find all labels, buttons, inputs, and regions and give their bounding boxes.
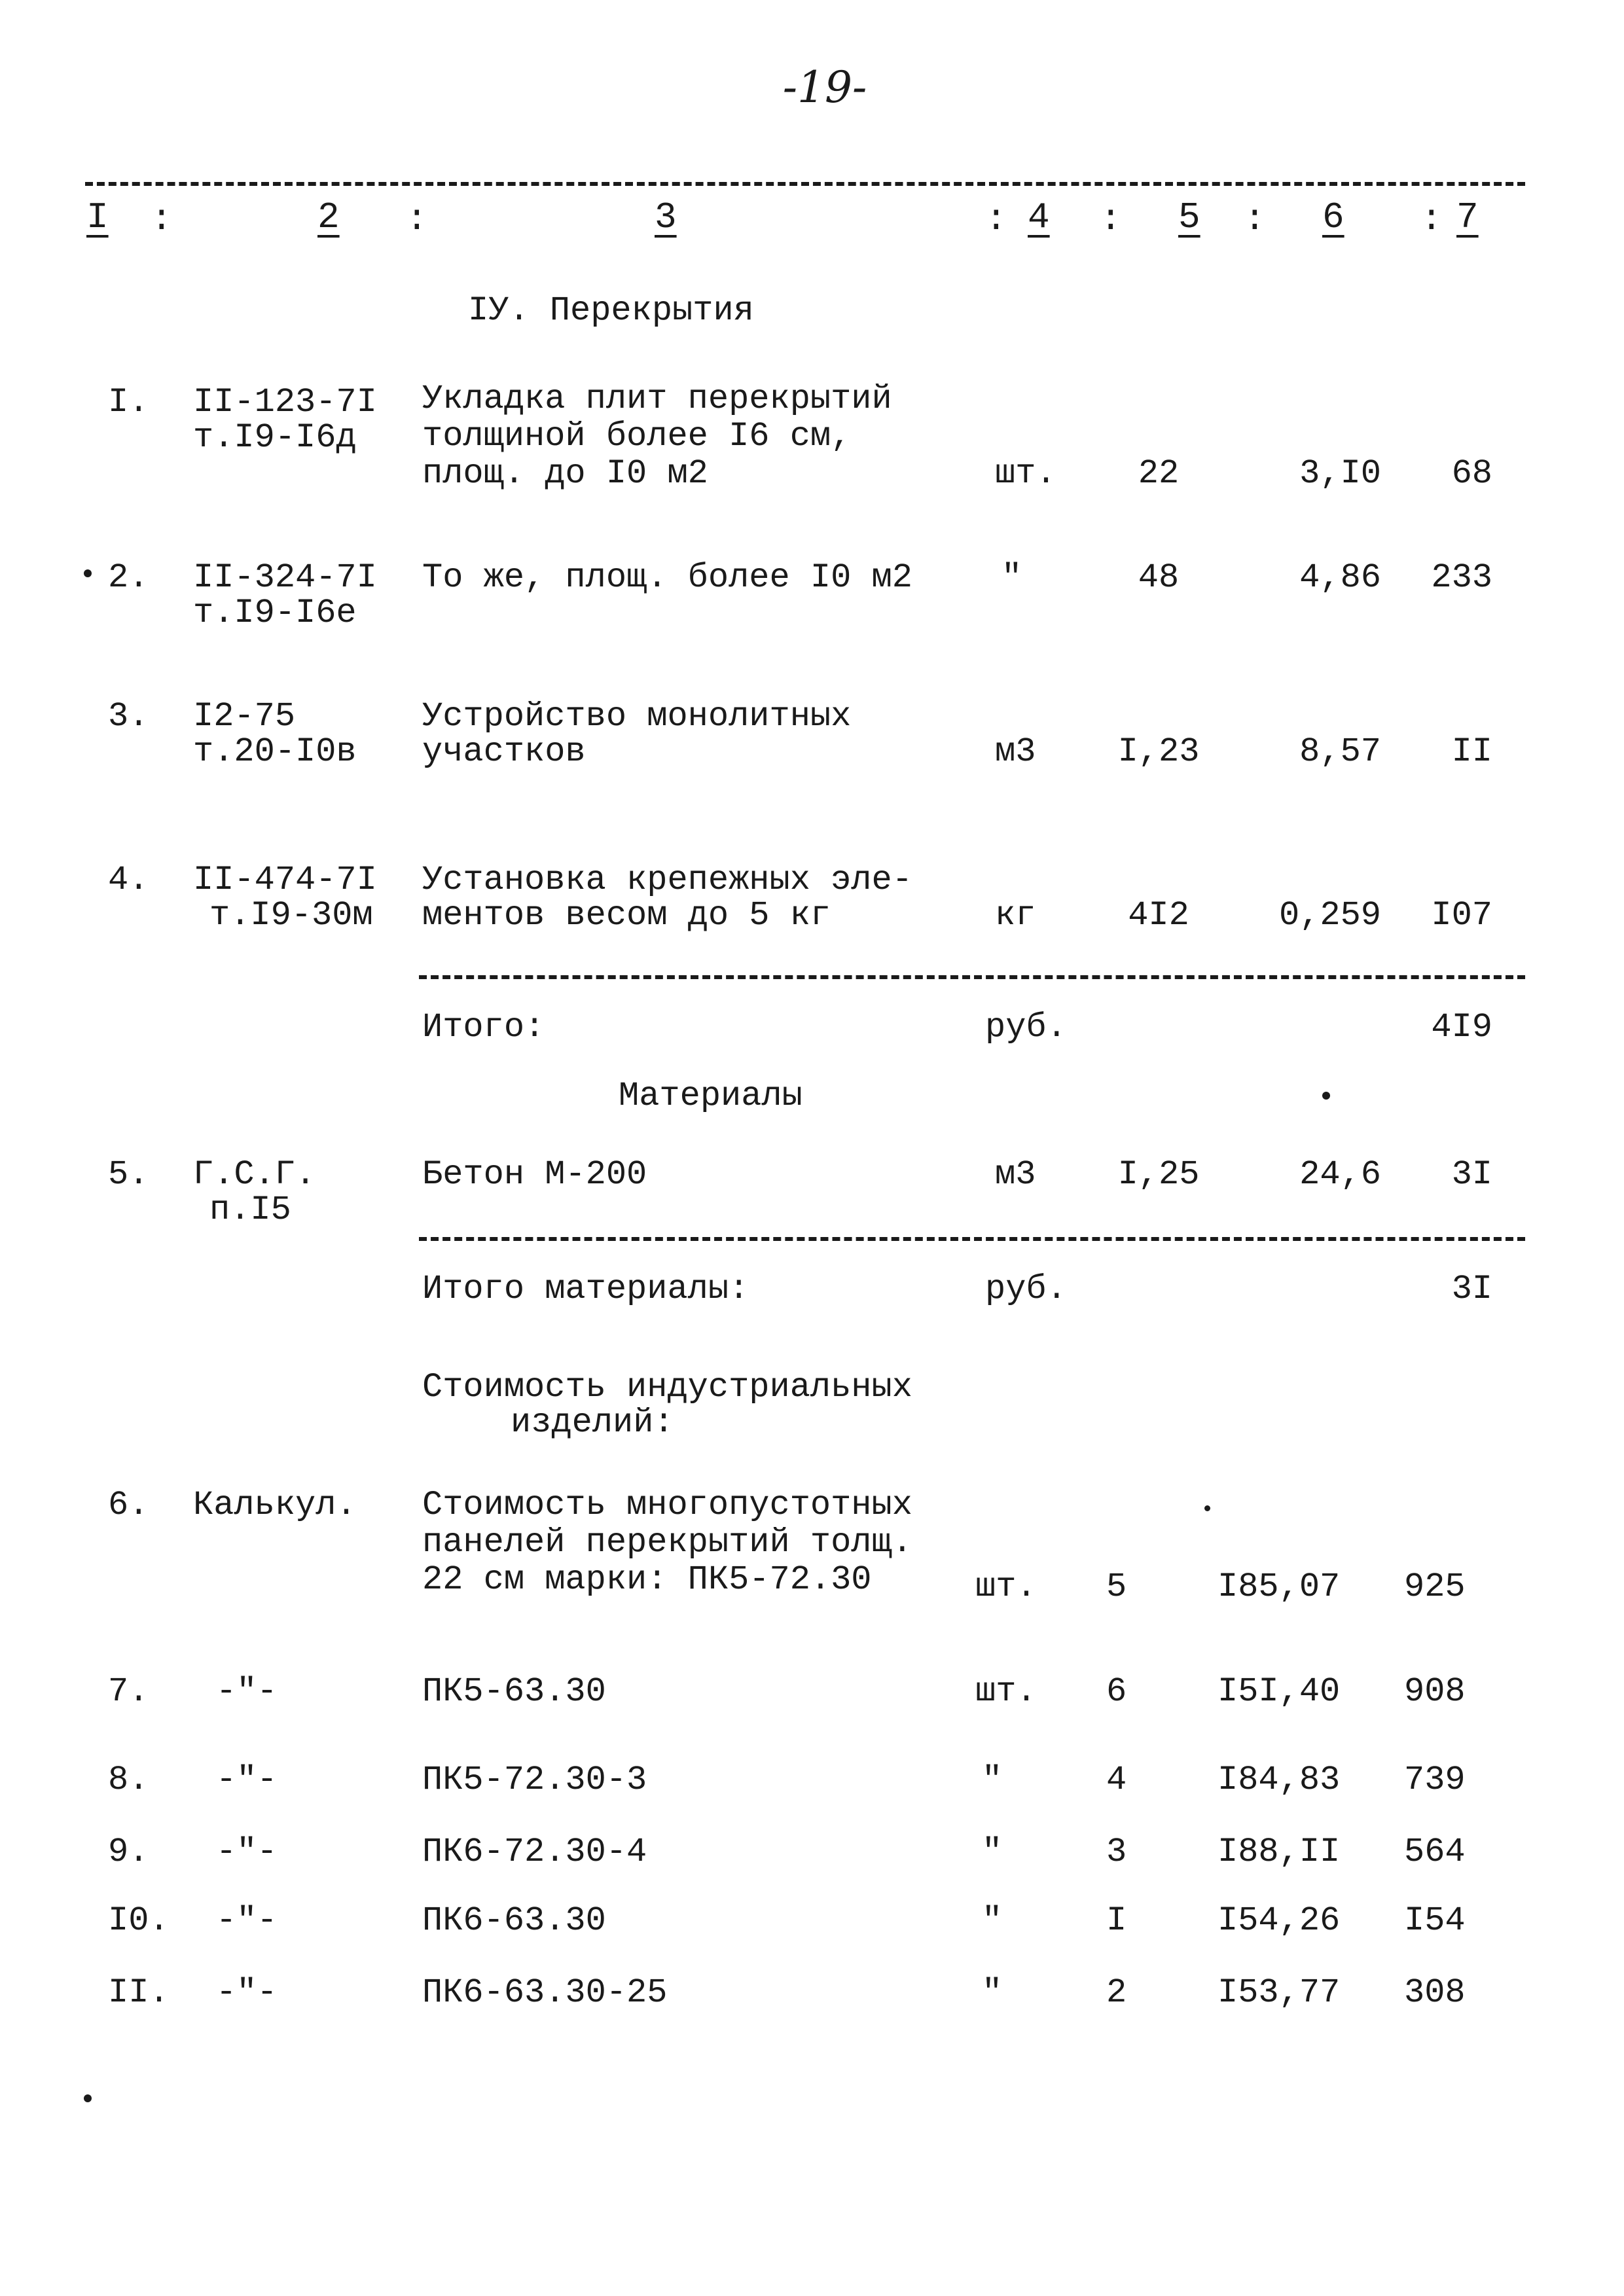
page-number: -19- <box>782 62 867 113</box>
row-4-code-1: II-474-7I <box>193 861 377 899</box>
row-1-desc-1: Укладка плит перекрытий <box>422 380 892 418</box>
item-6-unit: шт. <box>975 1568 1037 1606</box>
row-3-desc-2: участков <box>422 732 586 771</box>
col-sep-5: : <box>1244 198 1266 240</box>
item-11-price: I53,77 <box>1218 1973 1341 2012</box>
item-6-no: 6. <box>108 1486 149 1524</box>
subtotal-rule-1 <box>419 975 1525 979</box>
row-3-unit: м3 <box>995 732 1036 771</box>
material-row-qty: I,25 <box>1117 1155 1200 1194</box>
item-6-desc-2: панелей перекрытий толщ. <box>422 1523 912 1562</box>
row-3-total: II <box>1451 732 1492 771</box>
item-9-no: 9. <box>108 1833 149 1871</box>
item-10-desc: ПК6-63.30 <box>422 1901 606 1940</box>
subtotal-1-unit: руб. <box>985 1008 1067 1047</box>
item-7-code: -"- <box>216 1672 278 1711</box>
item-9-price: I88,II <box>1218 1833 1341 1871</box>
item-7-unit: шт. <box>975 1672 1037 1711</box>
item-10-total: I54 <box>1404 1901 1466 1940</box>
item-6-total: 925 <box>1404 1568 1466 1606</box>
material-row-code-1: Г.С.Г. <box>193 1155 316 1194</box>
row-3-code-1: I2-75 <box>193 697 296 736</box>
row-4-desc-1: Установка крепежных эле- <box>422 861 912 899</box>
row-4-total: I07 <box>1431 896 1492 935</box>
col-sep-4: : <box>1100 198 1122 240</box>
row-2-total: 233 <box>1431 558 1492 597</box>
scan-speck <box>84 2094 92 2102</box>
row-3-price: 8,57 <box>1299 732 1381 771</box>
item-8-qty: 4 <box>1106 1761 1127 1799</box>
item-9-qty: 3 <box>1106 1833 1127 1871</box>
item-7-price: I5I,40 <box>1218 1672 1341 1711</box>
material-row-total: 3I <box>1451 1155 1492 1194</box>
row-2-code-2: т.I9-I6е <box>193 594 357 632</box>
row-2-no: 2. <box>108 558 149 597</box>
item-11-desc: ПК6-63.30-25 <box>422 1973 668 2012</box>
col-7: 7 <box>1456 196 1479 238</box>
item-11-unit: " <box>982 1973 1003 2012</box>
material-row-price: 24,6 <box>1299 1155 1381 1194</box>
col-1: I <box>86 196 109 238</box>
scan-speck <box>1322 1092 1330 1100</box>
row-4-qty: 4I2 <box>1128 896 1189 935</box>
material-row-unit: м3 <box>995 1155 1036 1194</box>
col-6: 6 <box>1322 196 1344 238</box>
row-1-qty: 22 <box>1138 454 1180 493</box>
col-sep-6: : <box>1420 198 1443 240</box>
item-9-desc: ПК6-72.30-4 <box>422 1833 647 1871</box>
col-5: 5 <box>1178 196 1200 238</box>
row-3-qty: I,23 <box>1117 732 1200 771</box>
item-9-code: -"- <box>216 1833 278 1871</box>
row-4-code-2: т.I9-30м <box>209 896 373 935</box>
material-row-no: 5. <box>108 1155 149 1194</box>
subtotal-rule-2 <box>419 1237 1525 1241</box>
row-4-price: 0,259 <box>1278 896 1381 935</box>
materials-title: Материалы <box>619 1077 803 1115</box>
row-4-unit: кг <box>995 896 1036 935</box>
item-10-qty: I <box>1106 1901 1127 1940</box>
row-1-total: 68 <box>1451 454 1492 493</box>
subtotal-2-label: Итого материалы: <box>422 1270 749 1308</box>
item-11-code: -"- <box>216 1973 278 2012</box>
item-8-code: -"- <box>216 1761 278 1799</box>
item-7-qty: 6 <box>1106 1672 1127 1711</box>
row-1-code-1: II-123-7I <box>193 383 377 422</box>
item-7-desc: ПК5-63.30 <box>422 1672 606 1711</box>
row-1-desc-2: толщиной более I6 см, <box>422 417 852 456</box>
item-9-total: 564 <box>1404 1833 1466 1871</box>
item-11-qty: 2 <box>1106 1973 1127 2012</box>
row-4-desc-2: ментов весом до 5 кг <box>422 896 831 935</box>
row-3-code-2: т.20-I0в <box>193 732 357 771</box>
industrial-title-1: Стоимость индустриальных <box>422 1368 912 1407</box>
item-11-total: 308 <box>1404 1973 1466 2012</box>
item-10-price: I54,26 <box>1218 1901 1341 1940</box>
item-8-total: 739 <box>1404 1761 1466 1799</box>
col-sep-3: : <box>985 198 1007 240</box>
col-4: 4 <box>1028 196 1050 238</box>
col-2: 2 <box>317 196 340 238</box>
item-9-unit: " <box>982 1833 1003 1871</box>
item-10-unit: " <box>982 1901 1003 1940</box>
subtotal-2-unit: руб. <box>985 1270 1067 1308</box>
item-6-qty: 5 <box>1106 1568 1127 1606</box>
section-title: IУ. Перекрытия <box>468 291 754 330</box>
item-8-desc: ПК5-72.30-3 <box>422 1761 647 1799</box>
material-row-code-2: п.I5 <box>209 1191 291 1229</box>
item-8-no: 8. <box>108 1761 149 1799</box>
row-1-price: 3,I0 <box>1299 454 1381 493</box>
row-2-code-1: II-324-7I <box>193 558 377 597</box>
subtotal-1-total: 4I9 <box>1431 1008 1492 1047</box>
item-8-unit: " <box>982 1761 1003 1799</box>
item-10-code: -"- <box>216 1901 278 1940</box>
item-7-total: 908 <box>1404 1672 1466 1711</box>
scan-speck <box>84 569 92 577</box>
item-10-no: I0. <box>108 1901 170 1940</box>
row-3-no: 3. <box>108 697 149 736</box>
col-3: 3 <box>655 196 677 238</box>
item-8-price: I84,83 <box>1218 1761 1341 1799</box>
col-sep-2: : <box>406 198 428 240</box>
item-6-price: I85,07 <box>1218 1568 1341 1606</box>
row-1-no: I. <box>108 383 149 422</box>
item-11-no: II. <box>108 1973 170 2012</box>
item-6-desc-3: 22 см марки: ПК5-72.30 <box>422 1560 872 1599</box>
item-7-no: 7. <box>108 1672 149 1711</box>
row-4-no: 4. <box>108 861 149 899</box>
col-sep-1: : <box>151 198 173 240</box>
row-1-code-2: т.I9-I6д <box>193 418 357 457</box>
row-1-desc-3: площ. до I0 м2 <box>422 454 708 493</box>
row-1-unit: шт. <box>995 454 1056 493</box>
row-2-qty: 48 <box>1138 558 1180 597</box>
row-2-unit: " <box>1001 558 1022 597</box>
industrial-title-2: изделий: <box>511 1403 674 1442</box>
row-3-desc-1: Устройство монолитных <box>422 697 852 736</box>
row-2-price: 4,86 <box>1299 558 1381 597</box>
item-6-code: Калькул. <box>193 1486 357 1524</box>
material-row-desc: Бетон М-200 <box>422 1155 647 1194</box>
subtotal-1-label: Итого: <box>422 1008 545 1047</box>
header-rule-top <box>85 182 1525 186</box>
item-6-desc-1: Стоимость многопустотных <box>422 1486 912 1524</box>
scan-speck <box>1204 1505 1210 1511</box>
row-2-desc-1: То же, площ. более I0 м2 <box>422 558 912 597</box>
subtotal-2-total: 3I <box>1451 1270 1492 1308</box>
